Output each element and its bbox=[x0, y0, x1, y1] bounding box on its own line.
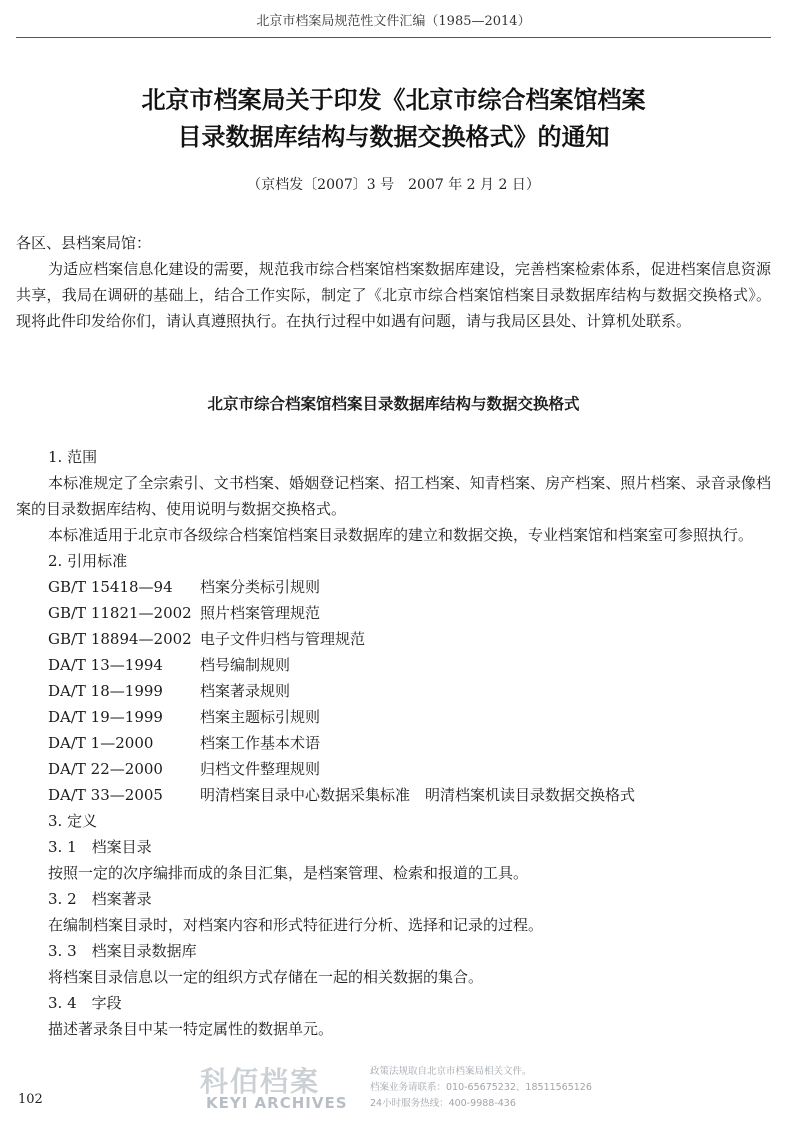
running-header: 北京市档案局规范性文件汇编（1985—2014） bbox=[256, 14, 531, 29]
definition-heading: 3. 2 档案著录 bbox=[48, 890, 152, 908]
standard-name: 档案工作基本术语 bbox=[200, 734, 321, 752]
standard-row bbox=[16, 626, 771, 652]
standard-code: GB/T 18894—2002 bbox=[48, 630, 192, 648]
document-number: （京档发〔2007〕3 号 2007 年 2 月 2 日） bbox=[247, 177, 540, 193]
standard-row bbox=[16, 782, 771, 808]
standard-row bbox=[16, 730, 771, 756]
section-2-heading: 2. 引用标准 bbox=[48, 552, 128, 570]
standard-row bbox=[16, 704, 771, 730]
definition-text: 按照一定的次序编排而成的条目汇集，是档案管理、检索和报道的工具。 bbox=[48, 864, 529, 882]
standard-body bbox=[16, 444, 771, 1042]
salutation: 各区、县档案局馆： bbox=[16, 234, 152, 252]
standard-code: DA/T 19—1999 bbox=[48, 708, 163, 726]
standard-row bbox=[16, 600, 771, 626]
standard-name: 档案分类标引规则 bbox=[200, 578, 321, 596]
section-3-heading: 3. 定义 bbox=[48, 812, 98, 830]
definition-text: 在编制档案目录时，对档案内容和形式特征进行分析、选择和记录的过程。 bbox=[48, 916, 544, 934]
standard-name: 照片档案管理规范 bbox=[200, 604, 321, 622]
header-divider bbox=[16, 37, 771, 38]
definition-heading: 3. 1 档案目录 bbox=[48, 838, 152, 856]
standard-row bbox=[16, 574, 771, 600]
section-1-heading: 1. 范围 bbox=[48, 448, 98, 466]
standard-code: DA/T 33—2005 bbox=[48, 786, 163, 804]
watermark-contact bbox=[370, 1064, 592, 1112]
section-1-paragraph-1: 本标准规定了全宗索引、文书档案、婚姻登记档案、招工档案、知青档案、房产档案、照片档案、录音录像档案的目录数据库结构、使用说明与数据交换格式。 bbox=[16, 474, 771, 518]
standard-code: DA/T 13—1994 bbox=[48, 656, 163, 674]
definition-heading: 3. 3 档案目录数据库 bbox=[48, 942, 197, 960]
section-1-paragraph-2: 本标准适用于北京市各级综合档案馆档案目录数据库的建立和数据交换，专业档案馆和档案室可参照执行。 bbox=[48, 526, 754, 544]
standard-row bbox=[16, 652, 771, 678]
standard-name: 归档文件整理规则 bbox=[200, 760, 321, 778]
watermark-brand-en: KEYI ARCHIVES bbox=[206, 1094, 348, 1112]
definition-text: 将档案目录信息以一定的组织方式存储在一起的相关数据的集合。 bbox=[48, 968, 484, 986]
definition-text: 描述著录条目中某一特定属性的数据单元。 bbox=[48, 1020, 334, 1038]
standard-name: 档号编制规则 bbox=[200, 656, 291, 674]
definition-heading: 3. 4 字段 bbox=[48, 994, 122, 1012]
standard-name: 档案著录规则 bbox=[200, 682, 291, 700]
watermark-brand-cn: 科佰档案 bbox=[200, 1065, 321, 1098]
standard-name: 档案主题标引规则 bbox=[200, 708, 321, 726]
standard-name: 电子文件归档与管理规范 bbox=[200, 630, 366, 648]
standard-code: GB/T 11821—2002 bbox=[48, 604, 192, 622]
standard-row bbox=[16, 756, 771, 782]
intro-paragraph: 为适应档案信息化建设的需要，规范我市综合档案馆档案数据库建设，完善档案检索体系，促进档案信息资源共享，我局在调研的基础上，结合工作实际，制定了《北京市综合档案馆档案目录数据库结构与数据交换格式》。现将此件印发给你们，请认真遵照执行。在执行过程中如遇有问题，请与我局区县处、计算机处联系。 bbox=[16, 260, 771, 330]
watermark-line-2: 档案业务请联系：010-65675232、18511565126 bbox=[370, 1082, 592, 1093]
standard-code: DA/T 18—1999 bbox=[48, 682, 163, 700]
standard-title: 北京市综合档案馆档案目录数据库结构与数据交换格式 bbox=[207, 395, 580, 413]
standard-row bbox=[16, 678, 771, 704]
watermark-line-3: 24小时服务热线：400-9988-436 bbox=[370, 1098, 516, 1109]
standard-name: 明清档案目录中心数据采集标准 明清档案机读目录数据交换格式 bbox=[200, 786, 636, 804]
page-number: 102 bbox=[18, 1092, 43, 1107]
document-title-line-2: 目录数据库结构与数据交换格式》的通知 bbox=[177, 123, 610, 151]
standard-code: DA/T 1—2000 bbox=[48, 734, 154, 752]
document-title bbox=[0, 82, 787, 156]
watermark-line-1: 政策法规取自北京市档案局相关文件。 bbox=[370, 1066, 532, 1077]
document-title-line-1: 北京市档案局关于印发《北京市综合档案馆档案 bbox=[141, 86, 646, 114]
standard-code: DA/T 22—2000 bbox=[48, 760, 163, 778]
standard-code: GB/T 15418—94 bbox=[48, 578, 173, 596]
publisher-watermark bbox=[196, 1058, 592, 1118]
